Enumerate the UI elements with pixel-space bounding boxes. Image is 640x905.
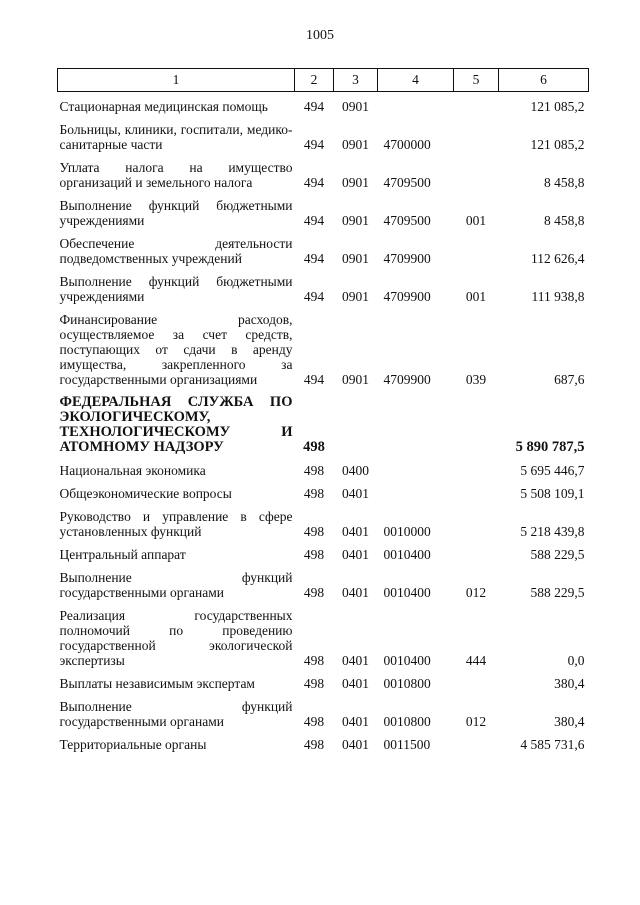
table-row <box>58 388 589 456</box>
table-row <box>58 115 589 153</box>
table-row <box>58 456 589 479</box>
row-amount-cell: 111 938,8 <box>531 289 585 304</box>
table-row <box>58 669 589 692</box>
row-code-4-cell: 0010400 <box>383 547 431 562</box>
table-header <box>58 69 589 92</box>
row-code-3-cell: 0401 <box>342 486 369 501</box>
row-code-4-cell: 4700000 <box>383 137 431 152</box>
row-code-5-cell <box>454 92 499 116</box>
row-code-5-cell <box>454 540 499 563</box>
row-name-cell: Уплата налога на имущество организаций и земельного налога <box>59 160 293 190</box>
row-code-2-cell: 498 <box>303 439 325 455</box>
row-name-cell: Обеспечение деятельности подведомственных учреждений <box>59 236 293 266</box>
row-code-3-cell: 0901 <box>342 372 369 387</box>
row-code-5-cell <box>454 479 499 502</box>
row-code-3-cell: 0401 <box>342 547 369 562</box>
row-code-4-cell: 4709500 <box>383 175 431 190</box>
row-name-cell: Выплаты независимым экспертам <box>59 676 255 691</box>
row-code-2-cell: 498 <box>303 653 325 668</box>
row-code-4-cell: 4709900 <box>383 289 431 304</box>
row-name-cell: Реализация государственных полномочий по проведению государственной экологической экспертизы <box>59 608 293 668</box>
table-row <box>58 730 589 753</box>
header-col-1: 1 <box>58 69 295 92</box>
row-name-cell: Национальная экономика <box>59 463 206 478</box>
row-code-3-cell: 0401 <box>342 653 369 668</box>
table-row <box>58 305 589 388</box>
row-code-4-cell: 4709500 <box>383 213 431 228</box>
row-amount-cell: 380,4 <box>554 676 585 691</box>
row-amount-cell: 121 085,2 <box>530 99 585 114</box>
row-code-3-cell: 0901 <box>342 251 369 266</box>
row-amount-cell: 380,4 <box>554 714 585 729</box>
row-code-5-cell <box>454 456 499 479</box>
row-name-cell: Выполнение функций бюджетными учреждениями <box>59 274 293 304</box>
row-name-cell: Выполнение функций государственными органами <box>59 570 293 600</box>
row-code-2-cell: 494 <box>303 289 325 304</box>
header-col-5: 5 <box>454 69 499 92</box>
row-amount-cell: 4 585 731,6 <box>520 737 585 752</box>
row-code-3-cell: 0901 <box>342 137 369 152</box>
row-amount-cell: 588 229,5 <box>530 547 585 562</box>
row-code-5-cell: 012 <box>465 714 487 729</box>
row-code-3-cell: 0401 <box>342 676 369 691</box>
row-code-5-cell <box>454 153 499 191</box>
row-code-2-cell: 494 <box>303 251 325 266</box>
row-code-4-cell <box>378 479 454 502</box>
row-code-2-cell: 498 <box>303 524 325 539</box>
table-row <box>58 601 589 669</box>
row-name-cell: Центральный аппарат <box>59 547 186 562</box>
row-name-cell: Выполнение функций бюджетными учреждениями <box>59 198 293 228</box>
row-code-4-cell: 4709900 <box>383 372 431 387</box>
row-name-cell: Финансирование расходов, осуществляемое за счет средств, поступающих от сдачи в аренду имущества, закрепленного за государственными организациями <box>59 312 293 387</box>
row-code-3-cell <box>334 388 378 456</box>
row-amount-cell: 121 085,2 <box>530 137 585 152</box>
table-row <box>58 479 589 502</box>
row-amount-cell: 112 626,4 <box>531 251 585 266</box>
row-code-3-cell: 0901 <box>342 289 369 304</box>
row-amount-cell: 5 218 439,8 <box>520 524 585 539</box>
row-code-3-cell: 0901 <box>342 213 369 228</box>
row-name-cell: ФЕДЕРАЛЬНАЯ СЛУЖБА ПО ЭКОЛОГИЧЕСКОМУ, ТЕХНОЛОГИЧЕСКОМУ И АТОМНОМУ НАДЗОРУ <box>59 394 293 455</box>
table-body <box>58 92 589 754</box>
row-code-2-cell: 494 <box>303 175 325 190</box>
row-code-5-cell: 001 <box>465 289 487 304</box>
row-code-4-cell: 0010400 <box>383 653 431 668</box>
row-amount-cell: 5 508 109,1 <box>520 486 585 501</box>
row-code-5-cell <box>454 730 499 753</box>
row-code-4-cell: 0010400 <box>383 585 431 600</box>
row-code-3-cell: 0901 <box>342 175 369 190</box>
row-name-cell: Общеэкономические вопросы <box>59 486 232 501</box>
row-code-5-cell <box>454 502 499 540</box>
row-code-5-cell: 444 <box>465 653 487 668</box>
row-code-3-cell: 0401 <box>342 524 369 539</box>
row-code-4-cell <box>378 456 454 479</box>
row-code-2-cell: 498 <box>303 676 325 691</box>
row-code-4-cell: 0010000 <box>383 524 431 539</box>
row-name-cell: Больницы, клиники, госпитали, медико-санитарные части <box>59 122 293 152</box>
row-code-2-cell: 498 <box>303 714 325 729</box>
row-code-2-cell: 494 <box>303 137 325 152</box>
row-code-4-cell: 4709900 <box>383 251 431 266</box>
row-code-4-cell: 0010800 <box>383 714 431 729</box>
table-row <box>58 267 589 305</box>
row-amount-cell: 5 890 787,5 <box>515 439 585 455</box>
row-code-5-cell <box>454 115 499 153</box>
row-amount-cell: 8 458,8 <box>544 213 585 228</box>
row-code-2-cell: 498 <box>303 737 325 752</box>
table-row <box>58 153 589 191</box>
row-code-2-cell: 498 <box>303 463 325 478</box>
row-code-5-cell <box>454 229 499 267</box>
row-amount-cell: 5 695 446,7 <box>520 463 585 478</box>
row-amount-cell: 687,6 <box>554 372 585 387</box>
row-amount-cell: 0,0 <box>567 653 585 668</box>
row-code-3-cell: 0401 <box>342 585 369 600</box>
table-row <box>58 563 589 601</box>
row-code-5-cell: 001 <box>465 213 487 228</box>
table-row <box>58 229 589 267</box>
row-code-4-cell <box>378 92 454 116</box>
table-row <box>58 92 589 116</box>
row-name-cell: Территориальные органы <box>59 737 207 752</box>
row-code-2-cell: 494 <box>303 372 325 387</box>
header-col-6: 6 <box>499 69 589 92</box>
row-code-5-cell: 039 <box>465 372 487 387</box>
row-code-5-cell <box>454 388 499 456</box>
header-col-4: 4 <box>378 69 454 92</box>
page-number: 1005 <box>306 28 334 43</box>
row-code-5-cell: 012 <box>465 585 487 600</box>
row-code-4-cell <box>378 388 454 456</box>
table-row <box>58 540 589 563</box>
row-code-2-cell: 494 <box>303 213 325 228</box>
row-amount-cell: 8 458,8 <box>544 175 585 190</box>
row-code-2-cell: 498 <box>303 585 325 600</box>
table-row <box>58 502 589 540</box>
table-row <box>58 191 589 229</box>
row-code-2-cell: 498 <box>303 547 325 562</box>
row-code-4-cell: 0010800 <box>383 676 431 691</box>
budget-table <box>57 68 589 753</box>
row-code-5-cell <box>454 669 499 692</box>
row-name-cell: Выполнение функций государственными органами <box>59 699 293 729</box>
table-row <box>58 692 589 730</box>
row-code-3-cell: 0401 <box>342 737 369 752</box>
row-name-cell: Руководство и управление в сфере установленных функций <box>59 509 293 539</box>
row-code-2-cell: 498 <box>303 486 325 501</box>
row-code-3-cell: 0901 <box>342 99 369 114</box>
row-code-2-cell: 494 <box>303 99 325 114</box>
row-code-4-cell: 0011500 <box>383 737 431 752</box>
header-col-2: 2 <box>295 69 334 92</box>
row-code-3-cell: 0400 <box>342 463 369 478</box>
header-col-3: 3 <box>334 69 378 92</box>
row-code-3-cell: 0401 <box>342 714 369 729</box>
row-name-cell: Стационарная медицинская помощь <box>59 99 268 114</box>
row-amount-cell: 588 229,5 <box>530 585 585 600</box>
